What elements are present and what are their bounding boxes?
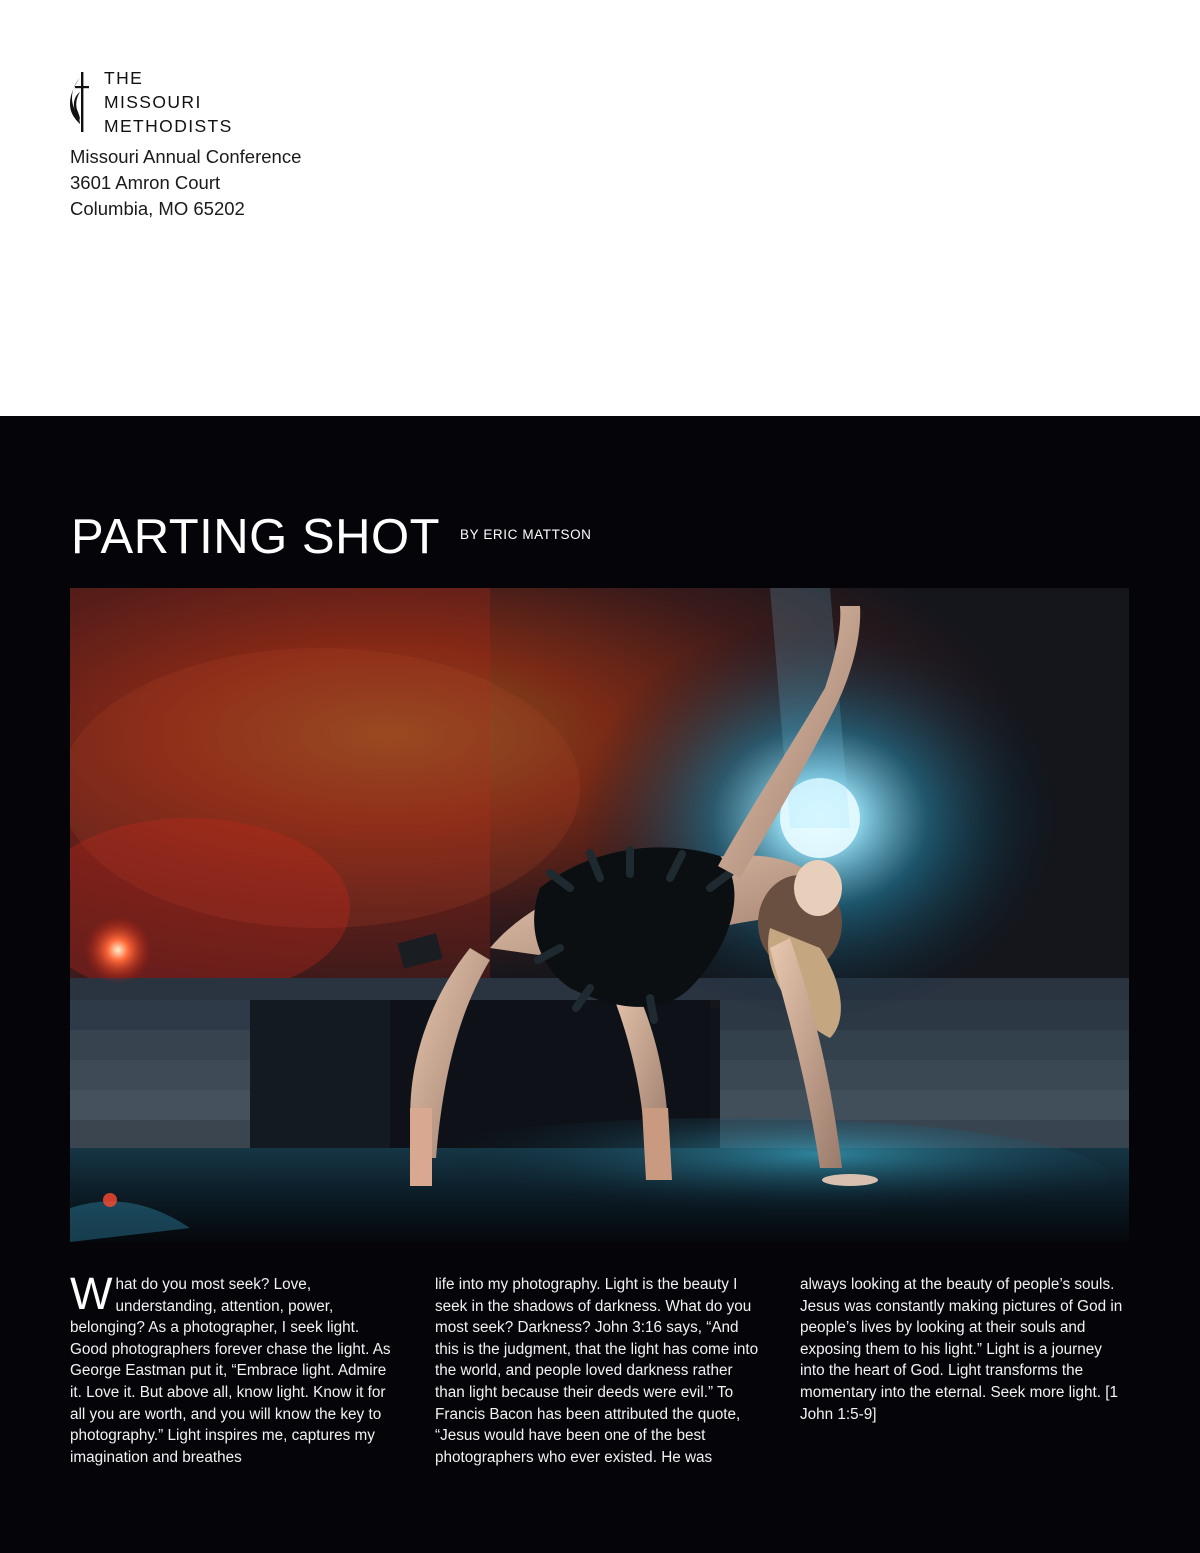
byline: BY ERIC MATTSON — [460, 527, 592, 542]
return-address — [70, 144, 301, 222]
logo-wordmark — [104, 66, 233, 138]
article-column-3 — [800, 1274, 1130, 1468]
logo-line-2: MISSOURI — [104, 92, 202, 112]
logo-line-1: THE — [104, 68, 144, 88]
cross-and-flame-icon — [68, 72, 96, 132]
article-column-2 — [435, 1274, 765, 1468]
column-2-text: life into my photography. Light is the beauty I seek in the shadows of darkness. What do you most seek? Darkness? John 3:16 says, “And this is the judgment, that the light has come into the world, and people loved darkness rather than light because their deeds were evil.” To Francis Bacon has been attributed the quote, “Jesus would have been one of the best photographers who ever existed. He was — [435, 1276, 759, 1466]
dancer-photo — [70, 588, 1129, 1242]
article-column-1 — [70, 1268, 400, 1468]
address-line-1: Missouri Annual Conference — [70, 146, 302, 167]
address-line-3: Columbia, MO 65202 — [70, 198, 245, 219]
article-body — [70, 1268, 1130, 1468]
address-line-2: 3601 Amron Court — [70, 172, 221, 193]
page-title: PARTING SHOT — [71, 510, 441, 564]
column-3-text: always looking at the beauty of people’s souls. Jesus was constantly making pictures of God in people’s lives by looking at their souls and exposing them to his light.” Light is a journey into the heart of God. Light transforms the momentary into the eternal. Seek more light. [1 John 1:5-9] — [800, 1276, 1123, 1423]
drop-cap: W — [70, 1268, 113, 1319]
stage-dancer-illustration — [70, 588, 1129, 1242]
article-section — [0, 416, 1200, 1553]
logo-line-3: METHODISTS — [104, 116, 233, 136]
article-header — [71, 509, 592, 565]
logo — [68, 66, 233, 138]
masthead-area — [0, 0, 1200, 416]
column-1-text: hat do you most seek? Love, understanding, attention, power, belonging? As a photographer, I seek light. Good photographers forever chase the light. As George Eastman put it, “Embrace light. Admire it. Love it. But above all, know light. Know it for all you are worth, and you will know the key to photography.” Light inspires me, captures my imagination and breathes — [70, 1276, 391, 1466]
